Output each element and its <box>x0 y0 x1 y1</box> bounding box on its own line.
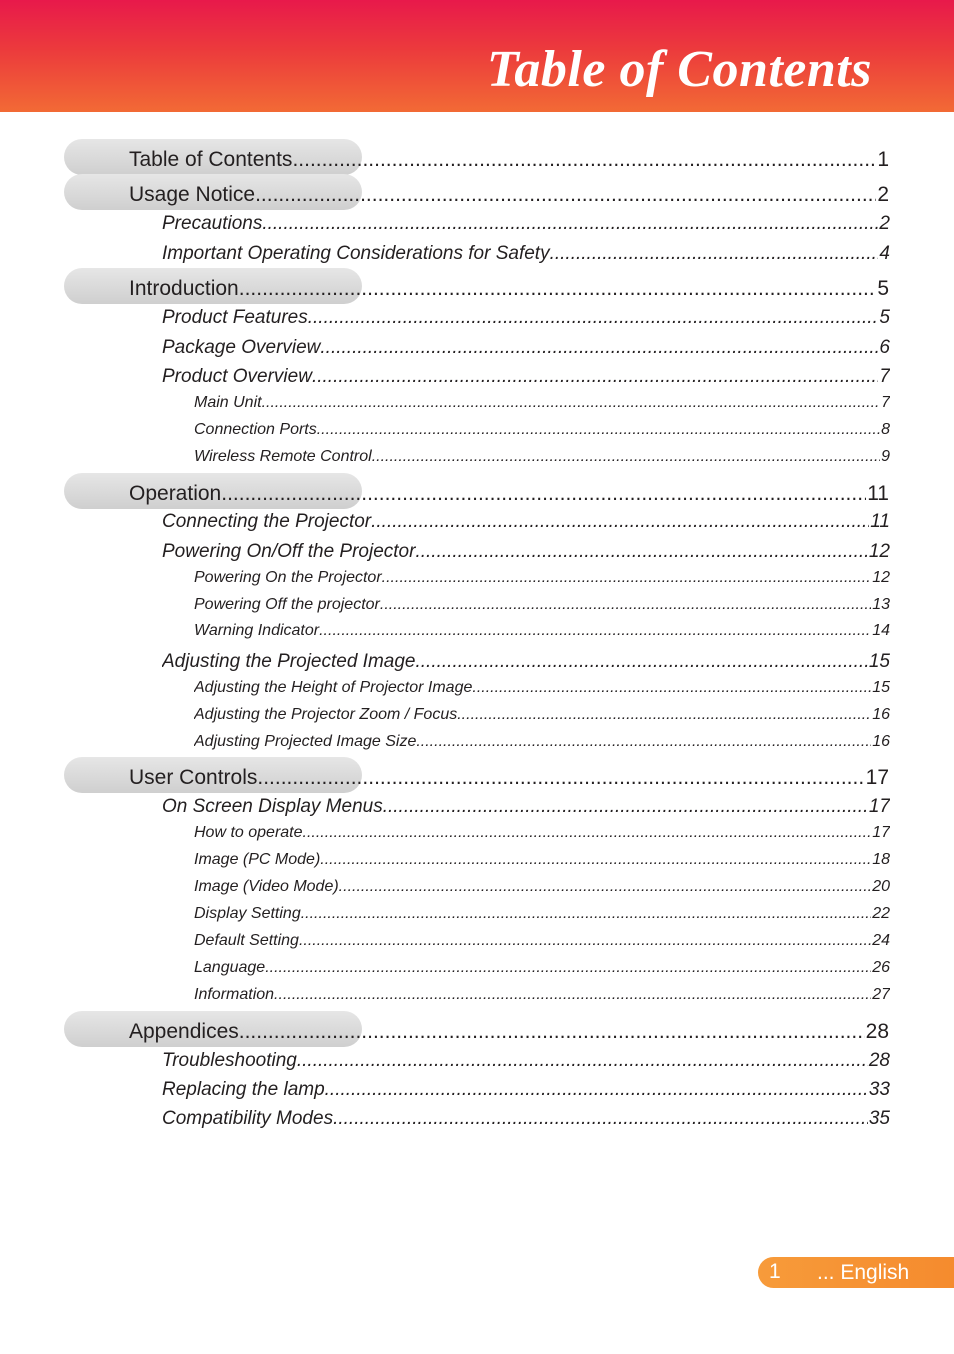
toc-entry-title: Usage Notice <box>129 183 256 206</box>
toc-entry-level-3[interactable] <box>194 446 890 468</box>
toc-entry-title: Adjusting the Projected Image <box>162 651 416 672</box>
dot-leader <box>299 930 871 952</box>
toc-entry-level-1[interactable] <box>129 181 889 209</box>
toc-entry-page: 2 <box>877 183 889 206</box>
dot-leader <box>416 731 871 753</box>
dot-leader <box>457 704 871 726</box>
toc-entry-page: 12 <box>872 569 890 586</box>
dot-leader <box>301 903 871 925</box>
dot-leader <box>312 364 878 390</box>
toc-entry-level-1[interactable] <box>129 480 889 508</box>
dot-leader <box>550 241 879 267</box>
dot-leader <box>339 876 872 898</box>
toc-entry-page: 7 <box>881 394 890 411</box>
toc-entry-level-3[interactable] <box>194 957 890 979</box>
toc-entry-title: Table of Contents <box>129 148 293 171</box>
toc-entry-title: Operation <box>129 482 222 505</box>
toc-entry-level-3[interactable] <box>194 849 890 871</box>
toc-entry-page: 7 <box>879 366 890 387</box>
toc-entry-page: 2 <box>879 213 890 234</box>
toc-entry-title: Product Features <box>162 307 308 328</box>
toc-entry-title: Introduction <box>129 277 239 300</box>
toc-entry-level-3[interactable] <box>194 677 890 699</box>
toc-entry-title: Connection Ports <box>194 421 317 438</box>
toc-entry-level-3[interactable] <box>194 903 890 925</box>
page-title: Table of Contents <box>486 41 872 98</box>
toc-entry-level-2[interactable] <box>162 539 890 565</box>
dot-leader <box>371 509 869 535</box>
dot-leader <box>239 275 877 303</box>
toc-entry-title: Wireless Remote Control <box>194 448 372 465</box>
dot-leader <box>472 677 871 699</box>
toc-entry-level-2[interactable] <box>162 1106 890 1132</box>
toc-entry-page: 15 <box>872 679 890 696</box>
toc-entry-page: 20 <box>872 878 890 895</box>
toc-entry-title: Troubleshooting <box>162 1050 297 1071</box>
dot-leader <box>239 1018 865 1046</box>
toc-entry-level-2[interactable] <box>162 305 890 331</box>
toc-entry-page: 17 <box>872 824 890 841</box>
toc-entry-page: 11 <box>870 511 890 532</box>
toc-entry-title: Language <box>194 959 266 976</box>
dot-leader <box>325 1077 868 1103</box>
toc-entry-level-3[interactable] <box>194 567 890 589</box>
toc-entry-page: 28 <box>865 1020 889 1043</box>
dot-leader <box>262 392 881 414</box>
toc-entry-title: User Controls <box>129 766 258 789</box>
toc-entry-page: 14 <box>872 622 890 639</box>
toc-entry-title: Adjusting the Height of Projector Image <box>194 679 473 696</box>
dot-leader <box>382 567 872 589</box>
toc-entry-level-1[interactable] <box>129 146 889 174</box>
toc-entry-title: Information <box>194 986 275 1003</box>
toc-entry-page: 27 <box>872 986 890 1003</box>
dot-leader <box>257 764 864 792</box>
toc-entry-level-3[interactable] <box>194 594 890 616</box>
toc-entry-level-3[interactable] <box>194 822 890 844</box>
dot-leader <box>380 594 871 616</box>
dot-leader <box>416 649 868 675</box>
toc-entry-level-2[interactable] <box>162 1077 890 1103</box>
toc-entry-page: 18 <box>872 851 890 868</box>
toc-entry-title: Display Setting <box>194 905 301 922</box>
toc-entry-level-3[interactable] <box>194 984 890 1006</box>
toc-entry-title: On Screen Display Menus <box>162 796 383 817</box>
toc-entry-title: Product Overview <box>162 366 312 387</box>
toc-entry-page: 16 <box>872 733 890 750</box>
toc-entry-page: 5 <box>877 277 889 300</box>
dot-leader <box>308 305 879 331</box>
toc-entry-level-2[interactable] <box>162 509 890 535</box>
toc-entry-title: Image (Video Mode) <box>194 878 339 895</box>
toc-entry-page: 8 <box>881 421 890 438</box>
toc-entry-page: 15 <box>868 651 890 672</box>
dot-leader <box>255 181 876 209</box>
toc-entry-title: Compatibility Modes <box>162 1108 334 1129</box>
toc-entry-title: Powering On/Off the Projector <box>162 541 416 562</box>
toc-entry-page: 28 <box>868 1050 890 1071</box>
toc-entry-page: 22 <box>872 905 890 922</box>
toc-entry-level-3[interactable] <box>194 419 890 441</box>
toc-entry-level-2[interactable] <box>162 1048 890 1074</box>
toc-entry-level-3[interactable] <box>194 930 890 952</box>
toc-entry-title: Adjusting the Projector Zoom / Focus <box>194 706 458 723</box>
toc-entry-page: 13 <box>872 596 890 613</box>
toc-entry-page: 35 <box>868 1108 890 1129</box>
toc-entry-page: 26 <box>872 959 890 976</box>
toc-entry-title: How to operate <box>194 824 303 841</box>
toc-entry-title: Main Unit <box>194 394 262 411</box>
toc-entry-title: Adjusting Projected Image Size <box>194 733 417 750</box>
dot-leader <box>317 419 880 441</box>
toc-entry-page: 24 <box>872 932 890 949</box>
toc-entry-level-1[interactable] <box>129 275 889 303</box>
toc-entry-level-3[interactable] <box>194 704 890 726</box>
footer-page-number: 1 <box>769 1260 781 1283</box>
toc-entry-level-3[interactable] <box>194 876 890 898</box>
toc-entry-page: 33 <box>868 1079 890 1100</box>
toc-entry-page: 6 <box>879 337 890 358</box>
toc-entry-title: Appendices <box>129 1020 239 1043</box>
toc-entry-title: Precautions <box>162 213 263 234</box>
toc-entry-level-2[interactable] <box>162 335 890 361</box>
toc-entry-level-3[interactable] <box>194 731 890 753</box>
toc-entry-page: 9 <box>881 448 890 465</box>
toc-entry-level-3[interactable] <box>194 620 890 642</box>
dot-leader <box>320 849 871 871</box>
toc-entry-level-2[interactable] <box>162 794 890 820</box>
dot-leader <box>221 480 866 508</box>
toc-entry-page: 17 <box>865 766 889 789</box>
toc-entry-title: Important Operating Considerations for Safety <box>162 243 550 264</box>
dot-leader <box>303 822 872 844</box>
toc-entry-title: Default Setting <box>194 932 299 949</box>
toc-entry-level-3[interactable] <box>194 392 890 414</box>
toc-entry-title: Replacing the lamp <box>162 1079 325 1100</box>
toc-entry-page: 17 <box>868 796 890 817</box>
dot-leader <box>319 620 871 642</box>
dot-leader <box>415 539 867 565</box>
toc-entry-title: Warning Indicator <box>194 622 320 639</box>
footer-language: ... English <box>817 1261 910 1284</box>
toc-entry-title: Package Overview <box>162 337 321 358</box>
toc-entry-page: 11 <box>867 482 889 505</box>
toc-entry-title: Powering Off the projector <box>194 596 380 613</box>
toc-entry-title: Connecting the Projector <box>162 511 372 532</box>
dot-leader <box>297 1048 868 1074</box>
toc-entry-level-2[interactable] <box>162 211 890 237</box>
dot-leader <box>265 957 871 979</box>
toc-entry-title: Powering On the Projector <box>194 569 382 586</box>
toc-entry-page: 5 <box>879 307 890 328</box>
toc-entry-level-2[interactable] <box>162 649 890 675</box>
toc-entry-title: Image (PC Mode) <box>194 851 321 868</box>
dot-leader <box>292 146 876 174</box>
toc-entry-page: 16 <box>872 706 890 723</box>
dot-leader <box>333 1106 868 1132</box>
dot-leader <box>320 335 878 361</box>
footer-page-tab <box>758 1257 954 1288</box>
toc-entry-page: 4 <box>879 243 890 264</box>
dot-leader <box>372 446 880 468</box>
toc-entry-page: 12 <box>868 541 890 562</box>
toc-entry-level-1[interactable] <box>129 764 889 792</box>
dot-leader <box>262 211 878 237</box>
toc-entry-level-1[interactable] <box>129 1018 889 1046</box>
toc-entry-level-2[interactable] <box>162 364 890 390</box>
toc-entry-level-2[interactable] <box>162 241 890 267</box>
dot-leader <box>383 794 868 820</box>
toc-entry-page: 1 <box>877 148 889 171</box>
dot-leader <box>274 984 871 1006</box>
